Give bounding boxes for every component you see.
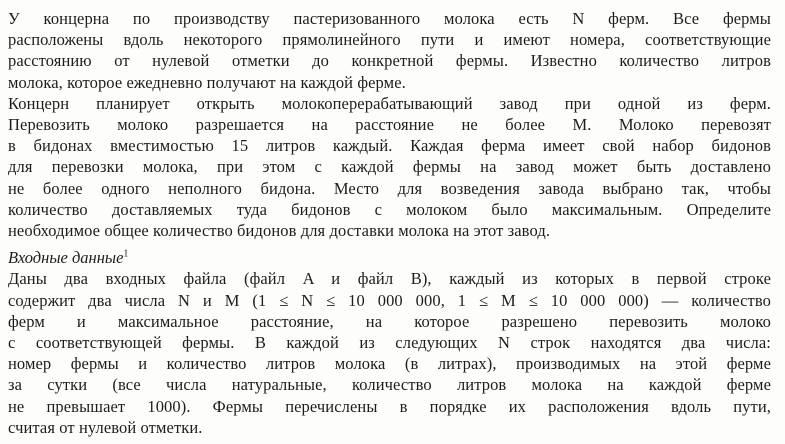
text-line: расположены вдоль некоторого прямолинейного пути и имеют номера, соответствующие xyxy=(8,30,771,50)
input-data-paragraph xyxy=(8,268,771,438)
text-line: У концерна по производству пастеризованного молока есть N ферм. Все фермы xyxy=(8,9,771,28)
problem-intro-paragraph xyxy=(8,8,771,93)
section-title: Входные данные xyxy=(8,248,124,268)
section-heading xyxy=(8,247,771,268)
text-line: считая от нулевой отметки. xyxy=(8,417,203,437)
text-line: номер фермы и количество литров молока (в литрах), производимых на этой ферме xyxy=(8,354,771,374)
footnote-mark: 1 xyxy=(123,248,129,260)
text-line: содержит два числа N и M (1 ≤ N ≤ 10 000 000, 1 ≤ M ≤ 10 000 000) — количество xyxy=(8,290,771,310)
text-line: необходимое общее количество бидонов для доставки молока на этот завод. xyxy=(8,221,551,241)
text-line: ферм и максимальное расстояние, на которое разрешено перевозить молоко xyxy=(8,311,771,331)
text-line: за сутки (все числа натуральные, количество литров молока на каждой ферме xyxy=(8,375,771,395)
text-line: не более одного неполного бидона. Место для возведения завода выбрано так, чтобы xyxy=(8,178,771,198)
text-line: Концерн планирует открыть молокоперерабатывающий завод при одной из ферм. xyxy=(8,93,771,113)
text-line: с соответствующей фермы. В каждой из следующих N строк находятся два числа: xyxy=(8,333,771,353)
text-line: молока, которое ежедневно получают на каждой ферме. xyxy=(8,72,406,92)
text-line: Даны два входных файла (файл A и файл B), каждый из которых в первой строке xyxy=(8,269,771,289)
text-line: расстоянию от нулевой отметки до конкретной фермы. Известно количество литров xyxy=(8,51,771,71)
problem-task-paragraph xyxy=(8,93,771,241)
text-line: для перевозки молока, при этом с каждой фермы на завод может быть доставлено xyxy=(8,157,771,177)
text-line: не превышает 1000). Фермы перечислены в порядке их расположения вдоль пути, xyxy=(8,396,771,416)
text-line: количество доставляемых туда бидонов с молоком было максимальным. Определите xyxy=(8,199,771,219)
text-line: Перевозить молоко разрешается на расстояние не более M. Молоко перевозят xyxy=(8,115,771,135)
text-line: в бидонах вместимостью 15 литров каждый. Каждая ферма имеет свой набор бидонов xyxy=(8,136,771,156)
